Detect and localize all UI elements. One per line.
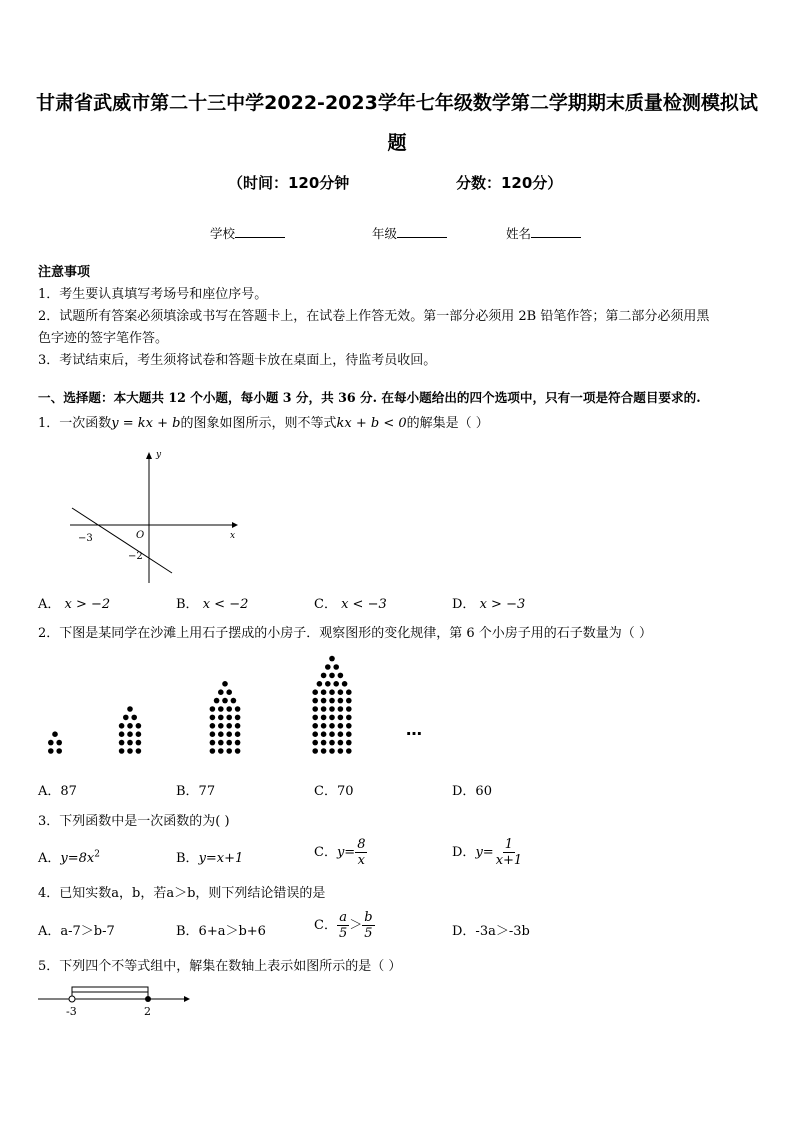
stone-dot bbox=[312, 698, 318, 704]
q1-graph bbox=[60, 445, 250, 590]
overlap-bracket-top bbox=[72, 987, 148, 999]
stone-dot bbox=[48, 740, 54, 746]
q5-number-line bbox=[36, 978, 196, 1020]
stone-dot bbox=[218, 706, 224, 712]
stone-dot bbox=[312, 731, 318, 737]
x-axis-arrow bbox=[232, 522, 238, 528]
stone-dot bbox=[210, 731, 216, 737]
stone-dot bbox=[312, 723, 318, 729]
stone-dot bbox=[346, 706, 352, 712]
stone-dot bbox=[136, 740, 142, 746]
stone-dot bbox=[210, 748, 216, 754]
stone-dot bbox=[119, 731, 125, 737]
section1-heading: 一、选择题：本大题共 12 个小题，每小题 3 分，共 36 分. 在每小题给出的四个选项中，只有一项是符合题目要求的. bbox=[38, 390, 701, 405]
stone-dot bbox=[235, 706, 241, 712]
stone-dot bbox=[321, 748, 327, 754]
notice-block bbox=[38, 262, 763, 372]
q2-option-a[interactable]: A．87 bbox=[38, 784, 77, 799]
stone-dot bbox=[329, 740, 335, 746]
stone-dot bbox=[321, 723, 327, 729]
q3-option-a[interactable]: A．$y=8x^2$ bbox=[38, 849, 100, 866]
stone-dot bbox=[226, 731, 232, 737]
stone-dot bbox=[127, 706, 133, 712]
stone-dot bbox=[218, 748, 224, 754]
grade-label: 年级 bbox=[372, 226, 398, 241]
stone-dot bbox=[218, 740, 224, 746]
q2-option-b[interactable]: B．77 bbox=[176, 784, 216, 799]
name-blank[interactable] bbox=[531, 225, 581, 238]
stone-dot bbox=[346, 748, 352, 754]
stone-dot bbox=[329, 689, 335, 695]
stone-dot bbox=[346, 715, 352, 721]
stone-dot bbox=[210, 706, 216, 712]
stone-dot bbox=[136, 731, 142, 737]
stone-dot bbox=[342, 681, 348, 687]
x-intercept-label: −3 bbox=[78, 533, 93, 544]
q2-figure bbox=[40, 655, 430, 770]
school-label: 学校 bbox=[210, 226, 236, 241]
stone-dot bbox=[325, 681, 331, 687]
q5-stem: 5．下列四个不等式组中，解集在数轴上表示如图所示的是（ ） bbox=[38, 959, 402, 974]
stone-dot bbox=[136, 723, 142, 729]
left-point-label: -3 bbox=[66, 1005, 77, 1018]
q1-option-a[interactable]: A． x > −2 bbox=[38, 597, 111, 612]
stone-dot bbox=[127, 748, 133, 754]
q1-ineq: kx + b < 0 bbox=[336, 416, 407, 431]
q1-func: y = kx + b bbox=[111, 416, 181, 431]
stone-dot bbox=[333, 681, 339, 687]
stone-dot bbox=[346, 723, 352, 729]
q2-stem: 2．下图是某同学在沙滩上用石子摆成的小房子．观察图形的变化规律，第 6 个小房子用的石子数量为（ ） bbox=[38, 626, 652, 641]
stone-dot bbox=[321, 698, 327, 704]
q3-stem: 3．下列函数中是一次函数的为( ) bbox=[38, 814, 230, 829]
stone-dot bbox=[218, 715, 224, 721]
q3-option-b[interactable]: B．y=x+1 bbox=[176, 851, 244, 866]
stone-dot bbox=[218, 723, 224, 729]
stone-dot bbox=[210, 740, 216, 746]
stone-dot bbox=[346, 698, 352, 704]
stone-dot bbox=[338, 748, 344, 754]
stone-dot bbox=[218, 689, 224, 695]
stone-dot bbox=[325, 664, 331, 670]
q1-option-b[interactable]: B． x < −2 bbox=[176, 597, 249, 612]
y-axis-arrow bbox=[146, 452, 152, 459]
stone-dot bbox=[218, 731, 224, 737]
stone-dot bbox=[321, 715, 327, 721]
exam-title-line2: 题 bbox=[387, 132, 407, 154]
stone-dot bbox=[127, 731, 133, 737]
school-field[interactable] bbox=[210, 224, 285, 242]
q4-option-b[interactable]: B．6+a＞b+6 bbox=[176, 924, 266, 939]
stone-dot bbox=[123, 715, 129, 721]
stone-dot bbox=[346, 740, 352, 746]
notice-item: 2．试题所有答案必须填涂或书写在答题卡上，在试卷上作答无效。第一部分必须用 2B 铅笔作答；第二部分必须用黑 bbox=[38, 309, 710, 324]
stone-dot bbox=[312, 689, 318, 695]
stone-dot bbox=[235, 731, 241, 737]
stone-dot bbox=[321, 673, 327, 679]
exam-time: （时间：120分钟 bbox=[228, 174, 350, 192]
stone-dot bbox=[119, 740, 125, 746]
stone-dot bbox=[321, 740, 327, 746]
q1-pre: 1．一次函数 bbox=[38, 416, 112, 431]
stone-dot bbox=[317, 681, 323, 687]
q4-stem: 4．已知实数a，b，若a＞b，则下列结论错误的是 bbox=[38, 886, 326, 901]
overlap-bracket-lower bbox=[72, 992, 148, 999]
stone-dot bbox=[338, 673, 344, 679]
stone-dot bbox=[338, 715, 344, 721]
stone-dot bbox=[321, 706, 327, 712]
grade-field[interactable] bbox=[372, 224, 447, 242]
stone-dot bbox=[235, 748, 241, 754]
stone-dot bbox=[235, 740, 241, 746]
stone-dot bbox=[312, 740, 318, 746]
stone-dot bbox=[312, 748, 318, 754]
stone-dot bbox=[119, 748, 125, 754]
stone-dot bbox=[56, 748, 62, 754]
stone-dot bbox=[312, 706, 318, 712]
stone-dot bbox=[210, 715, 216, 721]
q1-option-c[interactable]: C． x < −3 bbox=[314, 597, 387, 612]
stone-dot bbox=[338, 706, 344, 712]
right-point-label: 2 bbox=[144, 1005, 151, 1018]
notice-item: 3．考试结束后，考生须将试卷和答题卡放在桌面上，待监考员收回。 bbox=[38, 353, 437, 368]
stone-dot bbox=[338, 723, 344, 729]
stone-dot bbox=[119, 723, 125, 729]
q2-option-c[interactable]: C．70 bbox=[314, 784, 354, 799]
stone-dot bbox=[329, 656, 335, 662]
notice-item: 1．考生要认真填写考场号和座位序号。 bbox=[38, 287, 268, 302]
name-label: 姓名 bbox=[506, 226, 532, 241]
grade-blank[interactable] bbox=[397, 225, 447, 238]
stone-dot bbox=[338, 731, 344, 737]
notice-item: 色字迹的签字笔作答。 bbox=[38, 331, 169, 346]
stone-dot bbox=[329, 673, 335, 679]
notice-heading: 注意事项 bbox=[38, 265, 91, 280]
q4-option-c[interactable]: C． $\frac{a}{5}$ ＞ $\frac{b}{5}$ bbox=[314, 910, 373, 941]
pattern-ellipsis: … bbox=[406, 720, 422, 739]
stone-dot bbox=[329, 698, 335, 704]
y-label: y bbox=[156, 450, 162, 460]
stone-dot bbox=[226, 740, 232, 746]
stone-dot bbox=[321, 689, 327, 695]
stone-dot bbox=[222, 681, 228, 687]
name-field[interactable] bbox=[506, 224, 581, 242]
stone-dot bbox=[226, 706, 232, 712]
q1-mid: 的图象如图所示，则不等式 bbox=[180, 416, 337, 431]
school-blank[interactable] bbox=[235, 225, 285, 238]
stone-dot bbox=[329, 706, 335, 712]
stone-dot bbox=[329, 748, 335, 754]
q2-option-d[interactable]: D．60 bbox=[452, 784, 492, 799]
stone-dot bbox=[127, 740, 133, 746]
stone-dot bbox=[329, 715, 335, 721]
stone-dot bbox=[329, 723, 335, 729]
stone-dot bbox=[136, 748, 142, 754]
q3-option-c[interactable]: C．y= $\frac{8}{x}$ bbox=[314, 837, 366, 868]
stone-dot bbox=[338, 698, 344, 704]
stone-dot bbox=[338, 689, 344, 695]
stone-dot bbox=[333, 664, 339, 670]
stone-dot bbox=[329, 731, 335, 737]
q3-option-d[interactable]: D．y= $\frac{1}{x+1}$ bbox=[452, 837, 523, 868]
exam-score: 分数：120分） bbox=[456, 174, 563, 192]
y-intercept-label: −2 bbox=[128, 551, 143, 562]
q1-stem bbox=[38, 413, 489, 435]
q4-option-a[interactable]: A．a-7＞b-7 bbox=[38, 924, 115, 939]
stone-dot bbox=[338, 740, 344, 746]
stone-dot bbox=[226, 748, 232, 754]
stone-dot bbox=[235, 715, 241, 721]
origin-label: O bbox=[136, 530, 145, 541]
stone-dot bbox=[321, 731, 327, 737]
stone-dot bbox=[231, 698, 237, 704]
stone-dot bbox=[346, 689, 352, 695]
stone-dot bbox=[52, 731, 58, 737]
stone-dot bbox=[226, 715, 232, 721]
stone-dot bbox=[312, 715, 318, 721]
q4-option-d[interactable]: D．-3a＞-3b bbox=[452, 924, 530, 939]
exam-title-line1: 甘肃省武威市第二十三中学2022-2023学年七年级数学第二学期期末质量检测模拟试 bbox=[36, 92, 758, 114]
stone-dot bbox=[131, 715, 137, 721]
stone-dot bbox=[214, 698, 220, 704]
q1-option-d[interactable]: D． x > −3 bbox=[452, 597, 526, 612]
open-point bbox=[69, 996, 75, 1002]
stone-dot bbox=[235, 723, 241, 729]
stone-dot bbox=[210, 723, 216, 729]
stone-dot bbox=[56, 740, 62, 746]
closed-point bbox=[145, 996, 151, 1002]
stone-dot bbox=[127, 723, 133, 729]
q1-post: 的解集是（ ） bbox=[406, 416, 489, 431]
stone-dot bbox=[226, 723, 232, 729]
stone-dot bbox=[226, 689, 232, 695]
x-label: x bbox=[230, 531, 236, 541]
number-line-arrow bbox=[184, 996, 190, 1002]
stone-dot bbox=[222, 698, 228, 704]
stone-dot bbox=[48, 748, 54, 754]
stone-dot bbox=[346, 731, 352, 737]
